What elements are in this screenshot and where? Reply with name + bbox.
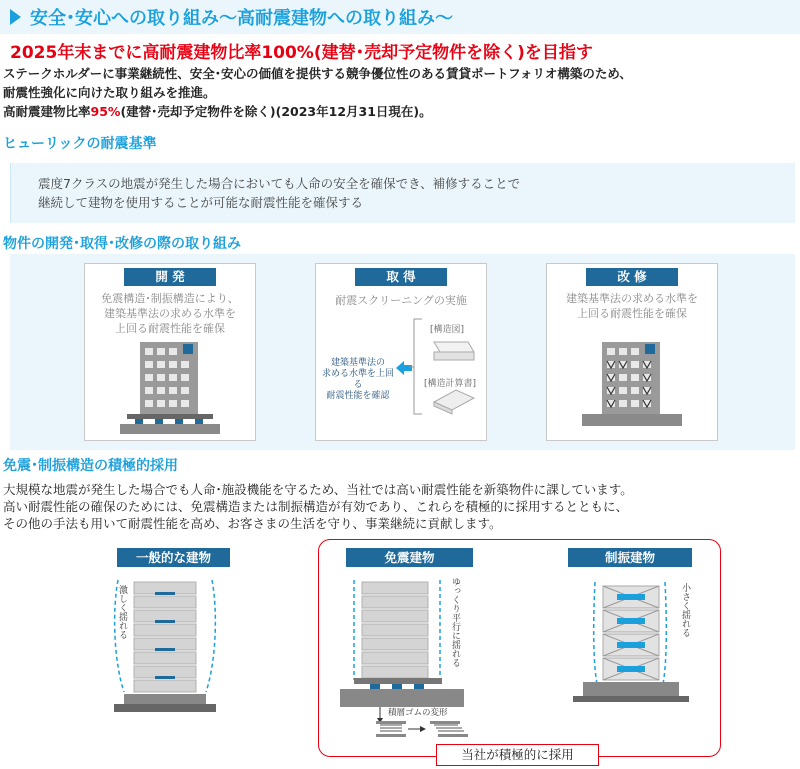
retrofit-building-illustration	[547, 264, 719, 442]
intro-text	[3, 64, 632, 121]
standard-line-2: 継続して建物を使用することが可能な耐震性能を確保する	[38, 195, 364, 210]
rubber-bearing-illustration	[374, 719, 514, 741]
page-title: 安全･安心への取り組み〜高耐震建物への取り組み〜	[30, 8, 453, 29]
annotation-small-shaking: 小さく揺れる	[680, 583, 690, 637]
section-heading-initiatives: 物件の開発･取得･改修の際の取り組み	[3, 236, 241, 252]
building-tag-conventional: 一般的な建物	[117, 548, 230, 567]
card-tag: 取 得	[355, 268, 447, 286]
screening-check-text: 建築基準法の 求める水準を上回る 耐震性能を確認	[321, 358, 394, 401]
card-tag: 開 発	[124, 268, 216, 286]
section-heading-structures: 免震･制振構造の積極的採用	[3, 458, 178, 474]
intro-line-3: 高耐震建物比率95%(建替･売却予定物件を除く)(2023年12月31日現在)。	[3, 104, 432, 119]
structural-drawing-label: [構造図]	[430, 325, 465, 335]
chevron-right-icon	[10, 9, 21, 25]
building-tag-isolated: 免震建物	[346, 548, 473, 567]
damped-building-illustration	[565, 572, 695, 732]
structures-body: 大規模な地震が発生した場合でも人命･施設機能を守るため、当社では高い耐震性能を新築物件に課しています。 高い耐震性能の確保のためには、免震構造または制振構造が有効であり、これらを積極的に採用するとともに、 その他の手法も用いて耐震性能を高め、お客さまの生活を守り、事業継続に貢献します。	[3, 482, 633, 531]
card-description: 耐震スクリーニングの実施	[335, 294, 467, 307]
building-tag-damped: 制振建物	[568, 548, 692, 567]
page-header	[0, 0, 800, 34]
structural-drawing-icon	[434, 342, 474, 360]
card-tag: 改 修	[586, 268, 678, 286]
ratio-value: 95%	[90, 104, 121, 119]
card-description: 免震構造･制振構造により、 建築基準法の求める水準を 上回る耐震性能を確保	[101, 292, 239, 335]
section-heading-standard: ヒューリックの耐震基準	[3, 136, 157, 152]
screening-diagram	[316, 264, 488, 442]
goal-statement: 2025年末までに高耐震建物比率100%(建替･売却予定物件を除く)を目指す	[10, 43, 593, 63]
intro-line-1: ステークホルダーに事業継続性、安全･安心の価値を提供する競争優位性のある賃貸ポートフォリオ構築のため、	[3, 66, 632, 81]
rubber-deformation-label: 積層ゴムの変形	[388, 708, 448, 718]
seismic-isolation-building-illustration	[85, 264, 257, 442]
adoption-label: 当社が積極的に採用	[436, 744, 599, 766]
standard-line-1: 震度7クラスの地震が発生した場合においても人命の安全を確保でき、補修することで	[38, 176, 521, 191]
intro-line-2: 耐震性強化に向けた取り組みを推進。	[3, 85, 216, 100]
card-development	[84, 263, 256, 441]
card-description: 建築基準法の求める水準を 上回る耐震性能を確保	[566, 292, 698, 320]
card-renovation	[546, 263, 718, 441]
calculation-sheet-label: [構造計算書]	[424, 379, 477, 389]
calculation-book-icon	[434, 390, 474, 414]
annotation-violent-shaking: 激しく揺れる	[117, 585, 127, 639]
card-acquisition	[315, 263, 487, 441]
standard-box	[10, 163, 795, 223]
annotation-slow-parallel-shaking: ゆっくり平行に揺れる	[450, 577, 460, 667]
